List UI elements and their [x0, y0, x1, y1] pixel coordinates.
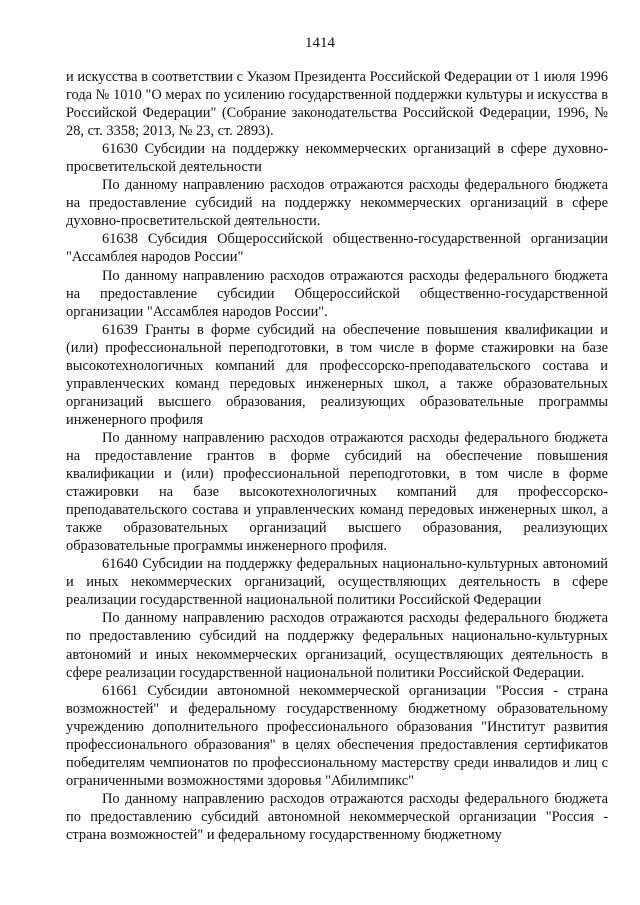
section-heading-61638: 61638 Субсидия Общероссийской общественно-государственной организации "Ассамблея народов России" [66, 231, 608, 266]
page-number: 1414 [305, 35, 335, 51]
paragraph-61640-description: По данному направлению расходов отражаются расходы федерального бюджета по предоставлению субсидий на поддержку федеральных национально-культурных автономий и иных некоммерческих организаций, осуществляющих деятельность в сфере реализации государственной национальной политики Российской Федерации. [66, 610, 608, 681]
section-heading-61630: 61630 Субсидии на поддержку некоммерческих организаций в сфере духовно-просветительской деятельности [66, 141, 608, 176]
paragraph-continuation: и искусства в соответствии с Указом Президента Российской Федерации от 1 июля 1996 года № 1010 "О мерах по усилению государственной поддержки культуры и искусства в Российской Федерации" (Собрание законодательства Российской Федерации, 1996, № 28, ст. 3358; 2013, № 23, ст. 2893). [66, 69, 608, 140]
paragraph-61638-description: По данному направлению расходов отражаются расходы федерального бюджета на предоставление субсидии Общероссийской общественно-государственной организации "Ассамблея народов России". [66, 267, 608, 320]
document-body [66, 68, 608, 844]
paragraph-61661-description: По данному направлению расходов отражаются расходы федерального бюджета по предоставлению субсидий автономной некоммерческой организации "Россия - страна возможностей" и федеральному государственному бюджетному [66, 790, 608, 843]
paragraph-61630-description: По данному направлению расходов отражаются расходы федерального бюджета на предоставление субсидий на поддержку некоммерческих организаций в сфере духовно-просветительской деятельности. [66, 177, 608, 230]
paragraph-61639-description: По данному направлению расходов отражаются расходы федерального бюджета на предоставление грантов в форме субсидий на обеспечение повышения квалификации и (или) профессиональной переподготовки, в том числе в форме стажировки на базе высокотехнологичных компаний для профессорско-преподавательского состава и управленческих команд передовых инженерных школ, а также образовательных организаций высшего образования, реализующих образовательные программы инженерного профиля. [66, 429, 608, 555]
section-heading-61640: 61640 Субсидии на поддержку федеральных национально-культурных автономий и иных некоммерческих организаций, осуществляющих деятельность в сфере реализации государственной национальной политики Российской Федерации [66, 556, 608, 609]
section-heading-61661: 61661 Субсидии автономной некоммерческой организации "Россия - страна возможностей" и федеральному государственному бюджетному образовательному учреждению дополнительного профессионального образования "Институт развития профессионального образования" в целях обеспечения предоставления сертификатов победителям чемпионатов по профессиональному мастерству среди инвалидов и лиц с ограниченными возможностями здоровья "Абилимпикс" [66, 682, 608, 789]
section-heading-61639: 61639 Гранты в форме субсидий на обеспечение повышения квалификации и (или) профессиональной переподготовки, в том числе в форме стажировки на базе высокотехнологичных компаний для профессорско-преподавательского состава и управленческих команд передовых инженерных школ, а также образовательных организаций высшего образования, реализующих образовательные программы инженерного профиля [66, 321, 608, 428]
